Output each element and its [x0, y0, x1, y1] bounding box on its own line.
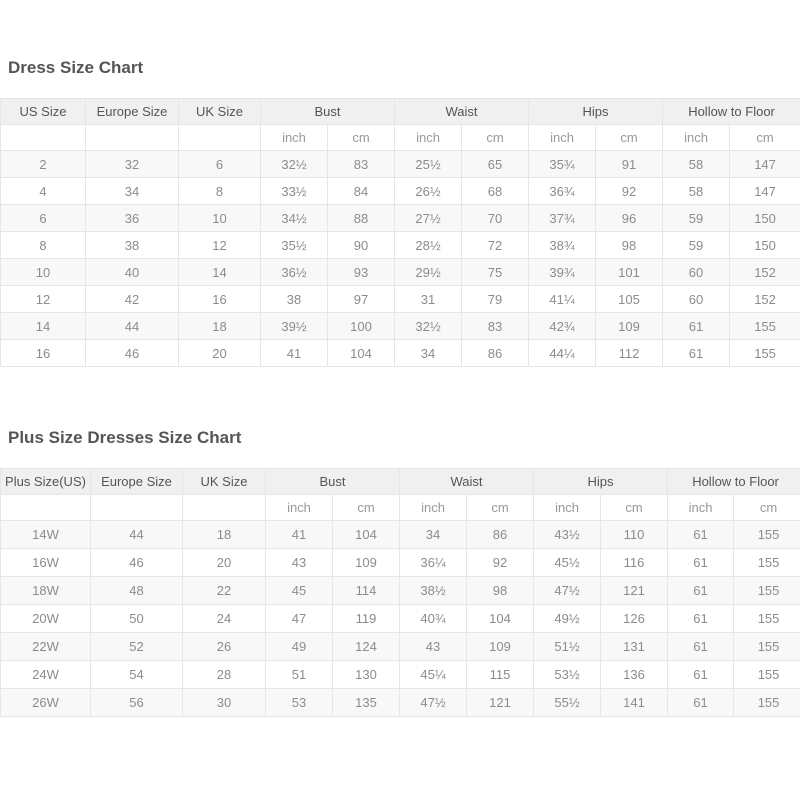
- table-cell: 49½: [534, 605, 601, 633]
- unit-header-inch: inch: [668, 495, 734, 521]
- table-cell: 45½: [534, 549, 601, 577]
- unit-header-cm: cm: [462, 125, 529, 151]
- table-cell: 104: [467, 605, 534, 633]
- unit-header-cm: cm: [328, 125, 395, 151]
- table-row: [1, 205, 800, 232]
- table-cell: 51½: [534, 633, 601, 661]
- table-cell: 155: [730, 340, 800, 367]
- table-cell: 110: [601, 521, 668, 549]
- table-cell: 28½: [395, 232, 462, 259]
- table-cell: 121: [467, 689, 534, 717]
- dress-table-units-row: [1, 125, 800, 151]
- table-cell: 36: [86, 205, 179, 232]
- table-cell: 105: [596, 286, 663, 313]
- table-cell: 116: [601, 549, 668, 577]
- table-cell: 37¾: [529, 205, 596, 232]
- table-cell: 155: [734, 661, 800, 689]
- unit-header-cm: cm: [601, 495, 668, 521]
- table-cell: 79: [462, 286, 529, 313]
- table-cell: 18W: [1, 577, 91, 605]
- table-cell: 104: [333, 521, 400, 549]
- table-cell: 10: [179, 205, 261, 232]
- table-cell: 61: [668, 577, 734, 605]
- column-header-hips: Hips: [529, 99, 663, 125]
- table-cell: 41¼: [529, 286, 596, 313]
- table-row: [1, 259, 800, 286]
- table-row: [1, 313, 800, 340]
- table-cell: 84: [328, 178, 395, 205]
- table-cell: 46: [86, 340, 179, 367]
- table-cell: 59: [663, 205, 730, 232]
- table-cell: 92: [596, 178, 663, 205]
- table-cell: 8: [1, 232, 86, 259]
- table-cell: 88: [328, 205, 395, 232]
- table-cell: 155: [734, 605, 800, 633]
- column-header-bust: Bust: [266, 469, 400, 495]
- table-cell: 53½: [534, 661, 601, 689]
- column-header-waist: Waist: [400, 469, 534, 495]
- table-cell: 41: [266, 521, 333, 549]
- table-cell: 152: [730, 286, 800, 313]
- table-cell: 47: [266, 605, 333, 633]
- table-cell: 126: [601, 605, 668, 633]
- table-cell: 56: [91, 689, 183, 717]
- table-cell: 61: [668, 633, 734, 661]
- table-cell: 60: [663, 286, 730, 313]
- table-cell: 104: [328, 340, 395, 367]
- table-cell: 43: [266, 549, 333, 577]
- table-cell: 20W: [1, 605, 91, 633]
- blank-cell: [91, 495, 183, 521]
- table-cell: 10: [1, 259, 86, 286]
- table-cell: 26½: [395, 178, 462, 205]
- table-cell: 155: [734, 577, 800, 605]
- column-header-uk-size: UK Size: [183, 469, 266, 495]
- table-cell: 28: [183, 661, 266, 689]
- table-cell: 101: [596, 259, 663, 286]
- dress-table-header-row: [1, 99, 800, 125]
- table-cell: 150: [730, 205, 800, 232]
- table-cell: 65: [462, 151, 529, 178]
- table-cell: 24: [183, 605, 266, 633]
- table-cell: 119: [333, 605, 400, 633]
- table-cell: 147: [730, 178, 800, 205]
- table-cell: 75: [462, 259, 529, 286]
- table-cell: 61: [668, 549, 734, 577]
- table-cell: 20: [183, 549, 266, 577]
- table-cell: 31: [395, 286, 462, 313]
- table-row: [1, 178, 800, 205]
- table-cell: 96: [596, 205, 663, 232]
- table-cell: 98: [596, 232, 663, 259]
- table-cell: 8: [179, 178, 261, 205]
- table-cell: 124: [333, 633, 400, 661]
- plus-size-table: [0, 468, 800, 717]
- table-cell: 45¼: [400, 661, 467, 689]
- table-cell: 150: [730, 232, 800, 259]
- table-row: [1, 605, 800, 633]
- table-cell: 44: [91, 521, 183, 549]
- table-cell: 34½: [261, 205, 328, 232]
- dress-table-body: [1, 151, 800, 367]
- table-cell: 44: [86, 313, 179, 340]
- table-row: [1, 151, 800, 178]
- table-cell: 61: [663, 313, 730, 340]
- unit-header-inch: inch: [534, 495, 601, 521]
- plus-table-header-row: [1, 469, 800, 495]
- table-cell: 24W: [1, 661, 91, 689]
- table-cell: 45: [266, 577, 333, 605]
- table-cell: 54: [91, 661, 183, 689]
- table-cell: 32: [86, 151, 179, 178]
- table-cell: 34: [395, 340, 462, 367]
- column-header-hips: Hips: [534, 469, 668, 495]
- unit-header-inch: inch: [395, 125, 462, 151]
- table-cell: 97: [328, 286, 395, 313]
- table-cell: 25½: [395, 151, 462, 178]
- table-row: [1, 232, 800, 259]
- table-row: [1, 549, 800, 577]
- table-cell: 49: [266, 633, 333, 661]
- column-header-europe-size: Europe Size: [86, 99, 179, 125]
- table-cell: 16: [179, 286, 261, 313]
- table-cell: 155: [734, 689, 800, 717]
- table-cell: 46: [91, 549, 183, 577]
- table-cell: 155: [734, 521, 800, 549]
- table-cell: 43½: [534, 521, 601, 549]
- table-cell: 135: [333, 689, 400, 717]
- table-cell: 109: [596, 313, 663, 340]
- table-cell: 61: [668, 689, 734, 717]
- table-cell: 155: [730, 313, 800, 340]
- plus-table-units-row: [1, 495, 800, 521]
- table-cell: 59: [663, 232, 730, 259]
- dress-size-table: [0, 98, 800, 367]
- table-cell: 147: [730, 151, 800, 178]
- table-cell: 41: [261, 340, 328, 367]
- table-cell: 51: [266, 661, 333, 689]
- table-row: [1, 340, 800, 367]
- table-cell: 91: [596, 151, 663, 178]
- table-cell: 61: [668, 661, 734, 689]
- table-cell: 43: [400, 633, 467, 661]
- table-cell: 60: [663, 259, 730, 286]
- table-cell: 38¾: [529, 232, 596, 259]
- table-cell: 36¾: [529, 178, 596, 205]
- table-cell: 55½: [534, 689, 601, 717]
- table-row: [1, 633, 800, 661]
- unit-header-cm: cm: [730, 125, 800, 151]
- table-cell: 112: [596, 340, 663, 367]
- table-row: [1, 521, 800, 549]
- table-cell: 40¾: [400, 605, 467, 633]
- table-cell: 109: [333, 549, 400, 577]
- table-cell: 47½: [534, 577, 601, 605]
- column-header-bust: Bust: [261, 99, 395, 125]
- column-header-hollow-to-floor: Hollow to Floor: [668, 469, 800, 495]
- table-cell: 121: [601, 577, 668, 605]
- table-cell: 36½: [261, 259, 328, 286]
- table-cell: 83: [328, 151, 395, 178]
- table-cell: 155: [734, 633, 800, 661]
- table-cell: 115: [467, 661, 534, 689]
- column-header-plus-size-us: Plus Size(US): [1, 469, 91, 495]
- table-cell: 50: [91, 605, 183, 633]
- table-cell: 47½: [400, 689, 467, 717]
- unit-header-inch: inch: [261, 125, 328, 151]
- table-cell: 26W: [1, 689, 91, 717]
- table-cell: 6: [179, 151, 261, 178]
- table-cell: 100: [328, 313, 395, 340]
- table-cell: 27½: [395, 205, 462, 232]
- table-cell: 6: [1, 205, 86, 232]
- unit-header-inch: inch: [266, 495, 333, 521]
- table-cell: 114: [333, 577, 400, 605]
- table-cell: 130: [333, 661, 400, 689]
- table-cell: 32½: [261, 151, 328, 178]
- table-cell: 48: [91, 577, 183, 605]
- table-cell: 12: [1, 286, 86, 313]
- table-cell: 155: [734, 549, 800, 577]
- table-cell: 14: [1, 313, 86, 340]
- table-cell: 72: [462, 232, 529, 259]
- table-cell: 20: [179, 340, 261, 367]
- table-cell: 34: [400, 521, 467, 549]
- unit-header-inch: inch: [529, 125, 596, 151]
- table-cell: 141: [601, 689, 668, 717]
- column-header-europe-size: Europe Size: [91, 469, 183, 495]
- unit-header-inch: inch: [400, 495, 467, 521]
- table-cell: 18: [179, 313, 261, 340]
- blank-cell: [86, 125, 179, 151]
- column-header-uk-size: UK Size: [179, 99, 261, 125]
- unit-header-cm: cm: [596, 125, 663, 151]
- table-cell: 14: [179, 259, 261, 286]
- table-cell: 90: [328, 232, 395, 259]
- table-cell: 16W: [1, 549, 91, 577]
- column-header-waist: Waist: [395, 99, 529, 125]
- table-cell: 70: [462, 205, 529, 232]
- table-cell: 93: [328, 259, 395, 286]
- table-cell: 29½: [395, 259, 462, 286]
- table-cell: 38½: [400, 577, 467, 605]
- table-cell: 4: [1, 178, 86, 205]
- table-cell: 136: [601, 661, 668, 689]
- table-cell: 131: [601, 633, 668, 661]
- table-row: [1, 286, 800, 313]
- table-cell: 42: [86, 286, 179, 313]
- table-cell: 52: [91, 633, 183, 661]
- table-cell: 39¾: [529, 259, 596, 286]
- unit-header-inch: inch: [663, 125, 730, 151]
- table-cell: 32½: [395, 313, 462, 340]
- table-cell: 58: [663, 151, 730, 178]
- blank-cell: [1, 495, 91, 521]
- table-cell: 35¾: [529, 151, 596, 178]
- table-cell: 40: [86, 259, 179, 286]
- table-cell: 42¾: [529, 313, 596, 340]
- table-cell: 44¼: [529, 340, 596, 367]
- column-header-hollow-to-floor: Hollow to Floor: [663, 99, 800, 125]
- table-cell: 98: [467, 577, 534, 605]
- table-cell: 38: [86, 232, 179, 259]
- table-cell: 86: [462, 340, 529, 367]
- table-cell: 36¼: [400, 549, 467, 577]
- table-cell: 22W: [1, 633, 91, 661]
- table-cell: 16: [1, 340, 86, 367]
- table-cell: 18: [183, 521, 266, 549]
- blank-cell: [179, 125, 261, 151]
- dress-chart-title: Dress Size Chart: [8, 58, 144, 77]
- unit-header-cm: cm: [734, 495, 800, 521]
- table-cell: 22: [183, 577, 266, 605]
- table-cell: 92: [467, 549, 534, 577]
- plus-table-body: [1, 521, 800, 717]
- table-cell: 109: [467, 633, 534, 661]
- plus-chart-title: Plus Size Dresses Size Chart: [8, 428, 242, 447]
- table-cell: 86: [467, 521, 534, 549]
- table-cell: 61: [668, 605, 734, 633]
- table-cell: 26: [183, 633, 266, 661]
- table-row: [1, 577, 800, 605]
- table-cell: 12: [179, 232, 261, 259]
- table-cell: 152: [730, 259, 800, 286]
- table-cell: 58: [663, 178, 730, 205]
- table-cell: 33½: [261, 178, 328, 205]
- table-cell: 30: [183, 689, 266, 717]
- table-cell: 61: [663, 340, 730, 367]
- table-cell: 68: [462, 178, 529, 205]
- blank-cell: [1, 125, 86, 151]
- table-cell: 34: [86, 178, 179, 205]
- unit-header-cm: cm: [333, 495, 400, 521]
- table-cell: 83: [462, 313, 529, 340]
- table-cell: 14W: [1, 521, 91, 549]
- unit-header-cm: cm: [467, 495, 534, 521]
- table-cell: 39½: [261, 313, 328, 340]
- table-row: [1, 689, 800, 717]
- table-row: [1, 661, 800, 689]
- table-cell: 61: [668, 521, 734, 549]
- table-cell: 38: [261, 286, 328, 313]
- column-header-us-size: US Size: [1, 99, 86, 125]
- blank-cell: [183, 495, 266, 521]
- table-cell: 35½: [261, 232, 328, 259]
- table-cell: 53: [266, 689, 333, 717]
- table-cell: 2: [1, 151, 86, 178]
